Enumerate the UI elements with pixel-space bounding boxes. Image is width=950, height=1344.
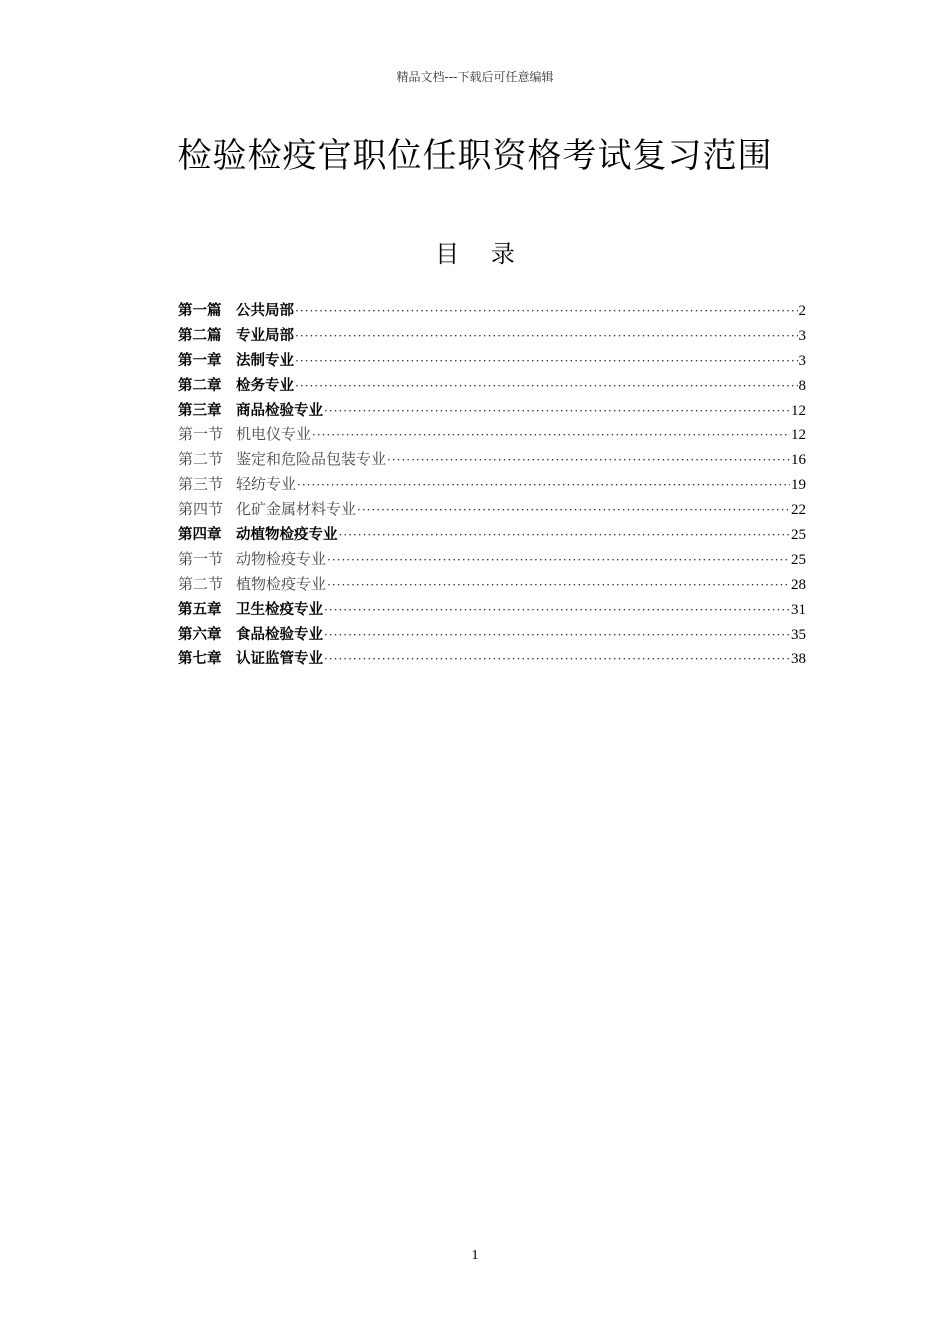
toc-entry-number: 第七章 bbox=[178, 651, 222, 668]
toc-entry-label bbox=[178, 399, 323, 420]
toc-entry[interactable] bbox=[178, 349, 806, 374]
toc-entry[interactable] bbox=[178, 324, 806, 349]
toc-dot-leader bbox=[387, 453, 790, 467]
toc-entry-title: 轻纺专业 bbox=[236, 475, 297, 494]
toc-entry-number: 第五章 bbox=[178, 601, 222, 618]
toc-dot-leader bbox=[357, 503, 790, 517]
toc-entry-title: 卫生检疫专业 bbox=[236, 601, 323, 618]
toc-entry[interactable] bbox=[178, 399, 806, 424]
toc-entry-title: 法制专业 bbox=[236, 352, 294, 369]
toc-entry-label bbox=[178, 473, 296, 494]
toc-entry-number: 第六章 bbox=[178, 626, 222, 643]
toc-dot-leader bbox=[324, 404, 790, 418]
toc-heading-char-1: 目 bbox=[435, 240, 460, 268]
toc-entry-label bbox=[178, 598, 323, 619]
toc-entry-label bbox=[178, 523, 338, 544]
toc-entry-page: 22 bbox=[791, 502, 806, 519]
toc-entry-title: 机电仪专业 bbox=[236, 425, 312, 444]
toc-entry-label bbox=[178, 548, 326, 569]
toc-entry-number: 第一节 bbox=[178, 549, 224, 568]
toc-entry-page: 8 bbox=[798, 377, 806, 394]
toc-entry-label bbox=[178, 498, 356, 519]
toc-entry-label bbox=[178, 573, 326, 594]
toc-entry-number: 第一章 bbox=[178, 352, 222, 369]
toc-entry-title: 鉴定和危险品包装专业 bbox=[236, 450, 387, 469]
toc-entry-number: 第四节 bbox=[178, 500, 224, 519]
toc-entry-title: 商品检验专业 bbox=[236, 402, 323, 419]
toc-entry[interactable] bbox=[178, 598, 806, 623]
toc-entry-number: 第一篇 bbox=[178, 303, 222, 319]
toc-entry-title: 植物检疫专业 bbox=[236, 574, 327, 593]
toc-entry[interactable] bbox=[178, 473, 806, 498]
toc-entry-title: 认证监管专业 bbox=[236, 651, 323, 668]
toc-entry[interactable] bbox=[178, 623, 806, 648]
toc-entry-page: 12 bbox=[791, 402, 806, 419]
page-number: 1 bbox=[471, 1248, 479, 1263]
toc-dot-leader bbox=[295, 304, 798, 318]
toc-entry-number: 第三节 bbox=[178, 475, 224, 494]
toc-entry-page: 2 bbox=[798, 303, 806, 319]
toc-entry-page: 3 bbox=[798, 352, 806, 369]
toc-entry[interactable] bbox=[178, 423, 806, 448]
toc-entry-title: 化矿金属材料专业 bbox=[236, 500, 357, 519]
header-note: 精品文档---下载后可任意编辑 bbox=[396, 70, 554, 84]
toc-entry-title: 公共局部 bbox=[236, 303, 294, 319]
toc-entry-label bbox=[178, 423, 311, 444]
toc-entry-page: 31 bbox=[791, 601, 806, 618]
toc-entry-page: 25 bbox=[791, 551, 806, 568]
toc-entry-number: 第三章 bbox=[178, 402, 222, 419]
toc-entry-number: 第一节 bbox=[178, 425, 224, 444]
toc-entry-title: 检务专业 bbox=[236, 377, 294, 394]
toc-entry-label bbox=[178, 349, 294, 370]
toc-dot-leader bbox=[312, 428, 790, 442]
toc-entry-number: 第二节 bbox=[178, 450, 224, 469]
toc-dot-leader bbox=[324, 652, 790, 666]
toc-heading-char-2: 录 bbox=[490, 240, 515, 268]
toc-entry-title: 动物检疫专业 bbox=[236, 549, 327, 568]
toc-entry-label bbox=[178, 623, 323, 644]
toc-entry[interactable] bbox=[178, 299, 806, 324]
toc-entry-number: 第二章 bbox=[178, 377, 222, 394]
toc-entry[interactable] bbox=[178, 374, 806, 399]
toc-dot-leader bbox=[295, 329, 798, 343]
document-title: 检验检疫官职位任职资格考试复习范围 bbox=[177, 136, 773, 176]
toc-entry-title: 食品检验专业 bbox=[236, 626, 323, 643]
toc-entry-page: 25 bbox=[791, 527, 806, 544]
toc-entry-page: 3 bbox=[798, 327, 806, 344]
toc-heading bbox=[0, 234, 950, 269]
toc-entry-page: 28 bbox=[791, 576, 806, 593]
table-of-contents bbox=[178, 299, 806, 672]
toc-dot-leader bbox=[295, 354, 798, 368]
toc-entry-label bbox=[178, 324, 294, 345]
toc-dot-leader bbox=[324, 603, 790, 617]
toc-entry[interactable] bbox=[178, 647, 806, 672]
toc-entry[interactable] bbox=[178, 498, 806, 523]
toc-dot-leader bbox=[327, 553, 790, 567]
toc-dot-leader bbox=[339, 528, 791, 542]
toc-entry[interactable] bbox=[178, 548, 806, 573]
toc-entry-page: 16 bbox=[791, 452, 806, 469]
toc-entry-page: 12 bbox=[791, 427, 806, 444]
toc-dot-leader bbox=[297, 478, 790, 492]
toc-dot-leader bbox=[324, 628, 790, 642]
toc-entry-number: 第二节 bbox=[178, 574, 224, 593]
toc-entry-label bbox=[178, 299, 294, 320]
toc-entry[interactable] bbox=[178, 448, 806, 473]
toc-entry-page: 19 bbox=[791, 477, 806, 494]
toc-entry-title: 专业局部 bbox=[236, 327, 294, 344]
toc-entry-number: 第四章 bbox=[178, 527, 222, 544]
toc-dot-leader bbox=[295, 379, 798, 393]
toc-entry-label bbox=[178, 647, 323, 668]
toc-entry-page: 38 bbox=[791, 651, 806, 668]
toc-entry-number: 第二篇 bbox=[178, 327, 222, 344]
toc-entry-label bbox=[178, 374, 294, 395]
toc-dot-leader bbox=[327, 578, 790, 592]
toc-entry-page: 35 bbox=[791, 626, 806, 643]
toc-entry[interactable] bbox=[178, 573, 806, 598]
toc-entry-label bbox=[178, 448, 386, 469]
toc-entry[interactable] bbox=[178, 523, 806, 548]
toc-entry-title: 动植物检疫专业 bbox=[236, 527, 338, 544]
